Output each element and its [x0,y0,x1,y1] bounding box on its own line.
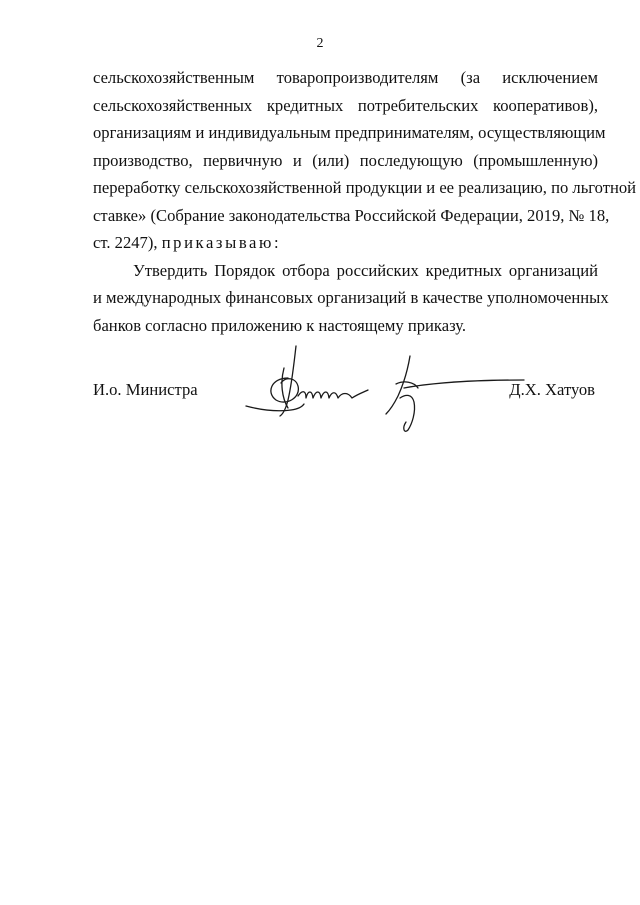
paragraph-1-line-7 [93,229,598,257]
paragraph-1-line-5: переработку сельскохозяйственной продукции и ее реализацию, по льготной [93,178,637,197]
page-number: 2 [316,36,324,51]
paragraph-1-line-4: производство, первичную и (или) последующую (промышленную) [93,150,598,170]
citation-end: ст. 2247), [93,233,158,252]
signer-role: И.о. Министра [93,380,198,399]
signer-name: Д.Х. Хатуов [509,380,595,399]
paragraph-1-line-1: сельскохозяйственным товаропроизводителям (за исключением [93,68,598,87]
paragraph-2-line-2: и международных финансовых организаций в качестве уполномоченных [93,288,609,307]
paragraph-2-line-3: банков согласно приложению к настоящему приказу. [93,315,467,335]
order-word: приказываю: [161,233,282,252]
paragraph-1-line-3: организациям и индивидуальным предпринимателям, осуществляющим [93,123,606,142]
handwritten-signature [236,338,526,438]
body-text [93,64,637,339]
paragraph-1-line-2: сельскохозяйственных кредитных потребительских кооперативов), [93,95,598,115]
paragraph-1-line-6: ставке» (Собрание законодательства Российской Федерации, 2019, № 18, [93,205,610,225]
paragraph-2-line-1: Утвердить Порядок отбора российских кредитных организаций [133,260,598,280]
